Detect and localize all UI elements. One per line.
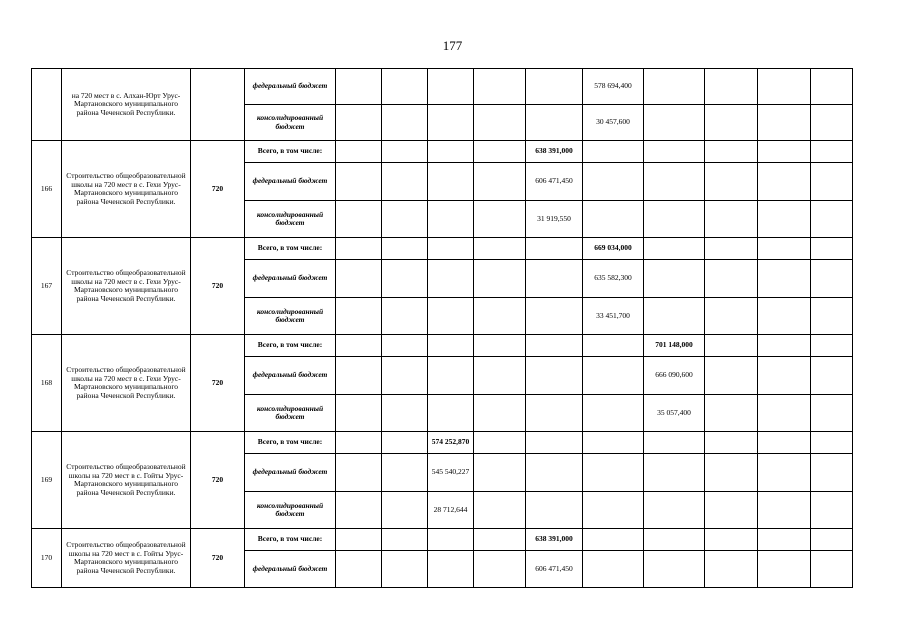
row-number-cell: 166 — [32, 141, 62, 238]
funding-label-federal: федеральный бюджет — [245, 454, 336, 492]
amount-cell: 578 694,400 — [583, 69, 644, 105]
amount-cell: 669 034,000 — [583, 238, 644, 260]
capacity-cell: 720 — [191, 432, 245, 529]
row-number-cell — [32, 69, 62, 141]
amount-cell: 666 090,600 — [644, 357, 705, 395]
funding-label-total: Всего, в том числе: — [245, 141, 336, 163]
amount-cell: 545 540,227 — [428, 454, 474, 492]
table-row — [32, 335, 853, 357]
page-number: 177 — [442, 38, 463, 53]
amount-cell: 638 391,000 — [526, 529, 583, 551]
object-name-cell: Строительство общеобразовательной школы на 720 мест в с. Гойты Урус-Мартановского муниципального района Чеченской Республики. — [62, 529, 191, 588]
object-name-cell: Строительство общеобразовательной школы на 720 мест в с. Гехи Урус-Мартановского муниципального района Чеченской Республики. — [62, 238, 191, 335]
object-name-cell: Строительство общеобразовательной школы на 720 мест в с. Гехи Урус-Мартановского муниципального района Чеченской Республики. — [62, 141, 191, 238]
row-number-cell: 168 — [32, 335, 62, 432]
amount-cell: 701 148,000 — [644, 335, 705, 357]
funding-label-consolidated: консолидированный бюджет — [245, 395, 336, 432]
funding-label-federal: федеральный бюджет — [245, 69, 336, 105]
capacity-cell: 720 — [191, 529, 245, 588]
amount-cell: 606 471,450 — [526, 551, 583, 588]
capacity-cell — [191, 69, 245, 141]
row-number-cell: 167 — [32, 238, 62, 335]
table-row — [32, 238, 853, 260]
funding-label-federal: федеральный бюджет — [245, 357, 336, 395]
amount-cell: 35 057,400 — [644, 395, 705, 432]
row-number-cell: 169 — [32, 432, 62, 529]
funding-label-total: Всего, в том числе: — [245, 335, 336, 357]
funding-label-consolidated: консолидированный бюджет — [245, 492, 336, 529]
amount-cell: 635 582,300 — [583, 260, 644, 298]
object-name-cell: Строительство общеобразовательной школы на 720 мест в с. Гойты Урус-Мартановского муниципального района Чеченской Республики. — [62, 432, 191, 529]
table-row — [32, 432, 853, 454]
row-number-cell: 170 — [32, 529, 62, 588]
funding-label-federal: федеральный бюджет — [245, 260, 336, 298]
amount-cell: 30 457,600 — [583, 105, 644, 141]
table-row — [32, 529, 853, 551]
amount-cell: 638 391,000 — [526, 141, 583, 163]
amount-cell: 574 252,870 — [428, 432, 474, 454]
amount-cell: 28 712,644 — [428, 492, 474, 529]
funding-label-total: Всего, в том числе: — [245, 529, 336, 551]
capacity-cell: 720 — [191, 238, 245, 335]
funding-label-federal: федеральный бюджет — [245, 551, 336, 588]
table-row — [32, 69, 853, 105]
funding-label-federal: федеральный бюджет — [245, 163, 336, 201]
capacity-cell: 720 — [191, 335, 245, 432]
funding-label-consolidated: консолидированный бюджет — [245, 298, 336, 335]
construction-budget-table — [31, 68, 853, 588]
funding-label-total: Всего, в том числе: — [245, 238, 336, 260]
funding-label-consolidated: консолидированный бюджет — [245, 105, 336, 141]
amount-cell: 606 471,450 — [526, 163, 583, 201]
table-row — [32, 141, 853, 163]
funding-label-consolidated: консолидированный бюджет — [245, 201, 336, 238]
amount-cell: 33 451,700 — [583, 298, 644, 335]
object-name-cell: на 720 мест в с. Алхан-Юрт Урус-Мартановского муниципального района Чеченской Республики. — [62, 69, 191, 141]
funding-label-total: Всего, в том числе: — [245, 432, 336, 454]
capacity-cell: 720 — [191, 141, 245, 238]
amount-cell: 31 919,550 — [526, 201, 583, 238]
object-name-cell: Строительство общеобразовательной школы на 720 мест в с. Гехи Урус-Мартановского муниципального района Чеченской Республики. — [62, 335, 191, 432]
